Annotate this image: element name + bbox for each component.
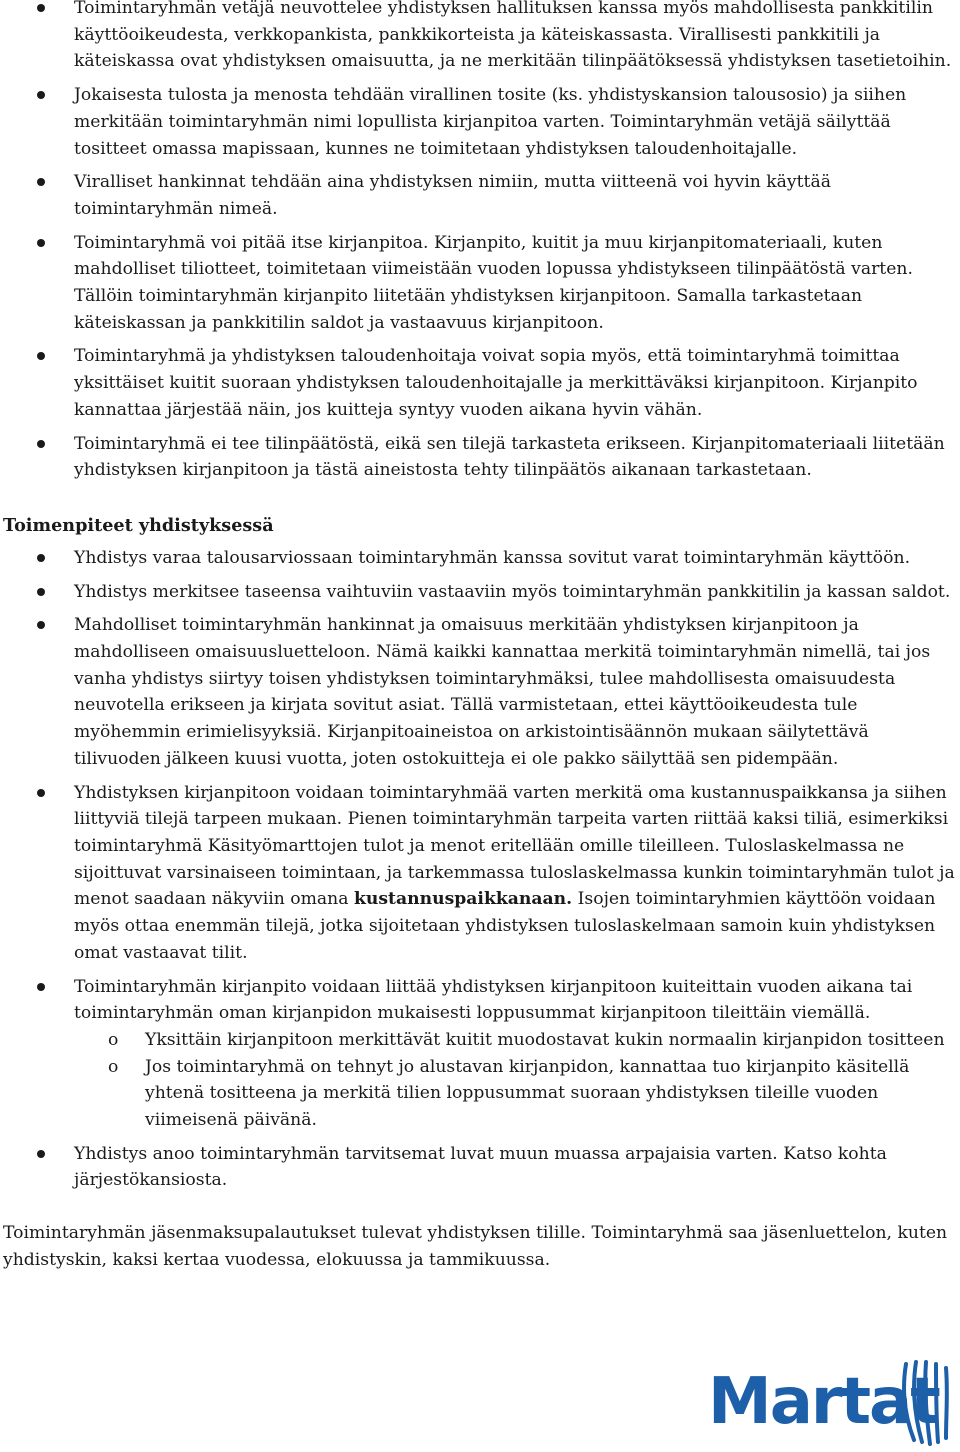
- list-item: [0, 579, 960, 606]
- list-item: [0, 343, 960, 423]
- sub-list-item: [0, 1027, 956, 1054]
- bullet-icon: [37, 1150, 45, 1158]
- bullet-icon: [37, 352, 45, 360]
- emphasis-cost-center: kustannuspaikkanaan.: [353, 889, 573, 910]
- list-item: [0, 1141, 960, 1194]
- list-item-text: Toimintaryhmä ei tee tilinpäätöstä, eikä sen tilejä tarkasteta erikseen. Kirjanpitomateriaali liitetään yhdistyksen kirjanpitoon ja tästä aineistosta tehty tilinpäätös aikanaan tarkastetaan.: [74, 433, 945, 481]
- bullet-icon: [37, 621, 45, 629]
- list-item-text: Yhdistys varaa talousarviossaan toimintaryhmän kanssa sovitut varat toimintaryhmän käyttöön.: [74, 547, 911, 568]
- bullet-icon: [37, 789, 45, 797]
- sub-list-item: [0, 1054, 956, 1134]
- list-item-text: Yhdistyksen kirjanpitoon voidaan toimintaryhmää varten merkitä oma kustannuspaikkansa ja siihen liittyviä tilejä tarpeen mukaan. Pienen toimintaryhmän tarpeita varten riittää kaksi tiliä, esimerkiksi toimintaryhmä Käsityömarttojen tulot ja menot eritellään omille tileilleen. Tuloslaskelmassa ne sijoittuvat varsinaiseen toimintaan, ja tarkemmassa tuloslaskelmassa kunkin toimintaryhmän tulot ja menot saadaan näkyviin omana: [74, 782, 955, 910]
- bullet-icon: [37, 440, 45, 448]
- bullet-icon: [37, 554, 45, 562]
- bullet-icon: [37, 983, 45, 991]
- list-item: [0, 431, 960, 484]
- sub-list: [0, 1027, 956, 1134]
- list-item-text: Yhdistys merkitsee taseensa vaihtuviin vastaaviin myös toimintaryhmän pankkitilin ja kassan saldot.: [74, 581, 951, 602]
- list-item-text: Viralliset hankinnat tehdään aina yhdistyksen nimiin, mutta viitteenä voi hyvin käyttää toimintaryhmän nimeä.: [74, 172, 831, 219]
- bullet-list-top: [0, 0, 960, 484]
- bullet-icon: [37, 239, 45, 247]
- list-item: [0, 230, 960, 337]
- closing-paragraph: Toimintaryhmän jäsenmaksupalautukset tulevat yhdistyksen tilille. Toimintaryhmä saa jäsenluettelon, kuten yhdistyskin, kaksi kertaa vuodessa, elokuussa ja tammikuussa.: [3, 1223, 948, 1270]
- sub-bullet-marker: o: [108, 1056, 119, 1077]
- list-item-text: Jokaisesta tulosta ja menosta tehdään virallinen tosite (ks. yhdistyskansion talousosio) ja siihen merkitään toimintaryhmän nimi lopullista kirjanpitoa varten. Toimintaryhmän vetäjä säilyttää tositteet omassa mapissaan, kunnes ne toimitetaan yhdistyksen taloudenhoitajalle.: [74, 85, 907, 159]
- list-item-text: Toimintaryhmän vetäjä neuvottelee yhdistyksen hallituksen kanssa myös mahdollisesta pankkitilin käyttöoikeudesta, verkkopankista, pankkikorteista ja käteiskassasta. Virallisesti pankkitili ja käteiskassa ovat yhdistyksen omaisuutta, ja ne merkitään tilinpäätöksessä yhdistyksen tasetietoihin.: [74, 0, 952, 72]
- sub-list-item-text: Yksittäin kirjanpitoon merkittävät kuitit muodostavat kukin normaalin kirjanpidon tositteen: [145, 1029, 945, 1050]
- logo-wordmark: Martat: [708, 1365, 939, 1439]
- martat-logo: [708, 1358, 953, 1446]
- list-item: [0, 82, 960, 162]
- bullet-icon: [37, 4, 45, 12]
- list-item: [0, 0, 960, 75]
- sub-list-item-text: Jos toimintaryhmä on tehnyt jo alustavan kirjanpidon, kannattaa tuo kirjanpito käsitellä yhtenä tositteena ja merkitä tilien loppusummat suoraan yhdistyksen tileille vuoden viimeisenä päivänä.: [145, 1056, 910, 1131]
- sub-bullet-marker: o: [108, 1029, 119, 1050]
- list-item: [0, 545, 960, 572]
- list-item-text: Isojen toimintaryhmien käyttöön voidaan myös ottaa enemmän tilejä, jotka sijoitetaan yhdistyksen tuloslaskelmaan samoin kuin yhdistyksen omat vastaavat tilit.: [74, 889, 936, 963]
- list-item-text: Toimintaryhmän kirjanpito voidaan liittää yhdistyksen kirjanpitoon kuiteittain vuoden aikana tai toimintaryhmän oman kirjanpidon mukaisesti loppusummat kirjanpitoon tileittäin viemällä.: [74, 976, 913, 1024]
- list-item: [0, 612, 960, 772]
- list-item: [0, 169, 960, 222]
- list-item-text: Toimintaryhmä ja yhdistyksen taloudenhoitaja voivat sopia myös, että toimintaryhmä toimittaa yksittäiset kuitit suoraan yhdistyksen taloudenhoitajalle ja merkittäväksi kirjanpitoon. Kirjanpito kannattaa järjestää näin, jos kuitteja syntyy vuoden aikana hyvin vähän.: [74, 346, 918, 420]
- list-item-text: Yhdistys anoo toimintaryhmän tarvitsemat luvat muun muassa arpajaisia varten. Katso kohta järjestökansiosta.: [74, 1143, 887, 1191]
- bullet-icon: [37, 178, 45, 186]
- list-item: [0, 780, 960, 967]
- list-item-text: Mahdolliset toimintaryhmän hankinnat ja omaisuus merkitään yhdistyksen kirjanpitoon ja mahdolliseen omaisuusluetteloon. Nämä kaikki kannattaa merkitä toimintaryhmän nimellä, tai jos vanha yhdistys siirtyy toisen yhdistyksen toimintaryhmäksi, tulee mahdollisesta omaisuudesta neuvotella erikseen ja kirjata sovitut asiat. Tällä varmistetaan, ettei käyttöoikeudesta tule myöhemmin erimielisyyksiä. Kirjanpitoaineistoa on arkistointisäännön mukaan säilytettävä tilivuoden jälkeen kuusi vuotta, joten ostokuitteja ei ole pakko säilyttää sen pidempään.: [74, 615, 931, 769]
- list-item: [0, 974, 960, 1134]
- list-item-text: Toimintaryhmä voi pitää itse kirjanpitoa. Kirjanpito, kuitit ja muu kirjanpitomateriaali, kuten mahdolliset tiliotteet, toimitetaan viimeistään vuoden lopussa yhdistykseen tilinpäätöstä varten. Tällöin toimintaryhmän kirjanpito liitetään yhdistyksen kirjanpitoon. Samalla tarkastetaan käteiskassan ja pankkitilin saldot ja vastaavuus kirjanpitoon.: [74, 232, 913, 333]
- whisk-icon: [898, 1358, 958, 1446]
- bullet-icon: [37, 588, 45, 596]
- bullet-list-measures: [0, 545, 960, 1194]
- section-heading: Toimenpiteet yhdistyksessä: [3, 514, 274, 536]
- bullet-icon: [37, 91, 45, 99]
